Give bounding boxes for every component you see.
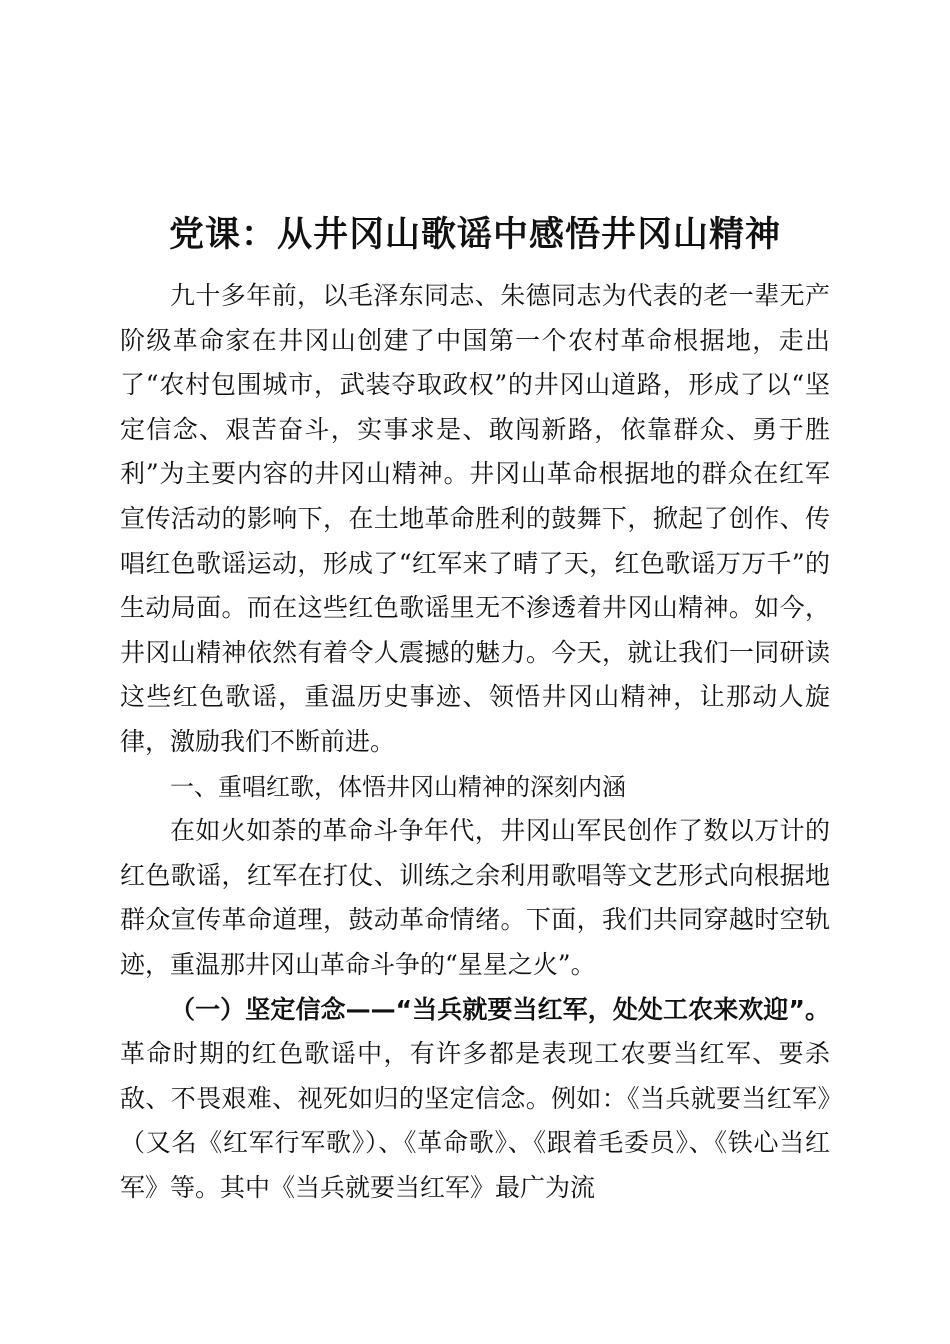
subsection-paragraph — [120, 988, 830, 1211]
subsection-heading: （一）坚定信念——“当兵就要当红军，处处工农来欢迎”。 — [170, 994, 830, 1024]
section-paragraph: 在如火如荼的革命斗争年代，井冈山军民创作了数以万计的红色歌谣，红军在打仗、训练之余利用歌唱等文艺形式向根据地群众宣传革命道理，鼓动革命情绪。下面，我们共同穿越时空轨迹，重温那井冈山革命斗争的“星星之火”。 — [120, 816, 830, 979]
intro-paragraph: 九十多年前，以毛泽东同志、朱德同志为代表的老一辈无产阶级革命家在井冈山创建了中国第一个农村革命根据地，走出了“农村包围城市，武装夺取政权”的井冈山道路，形成了以“坚定信念、艰苦奋斗，实事求是、敢闯新路，依靠群众、勇于胜利”为主要内容的井冈山精神。井冈山革命根据地的群众在红军宣传活动的影响下，在土地革命胜利的鼓舞下，掀起了创作、传唱红色歌谣运动，形成了“红军来了晴了天，红色歌谣万万千”的生动局面。而在这些红色歌谣里无不渗透着井冈山精神。如今，井冈山精神依然有着令人震撼的魅力。今天，就让我们一同研读这些红色歌谣，重温历史事迹、领悟井冈山精神，让那动人旋律，激励我们不断前进。 — [120, 281, 830, 756]
section-heading: 一、重唱红歌，体悟井冈山精神的深刻内涵 — [170, 772, 626, 801]
document-page — [120, 210, 830, 1210]
page-title: 党课：从井冈山歌谣中感悟井冈山精神 — [168, 215, 781, 255]
subsection-body: 革命时期的红色歌谣中，有许多都是表现工农要当红军、要杀敌、不畏艰难、视死如归的坚定信念。例如：《当兵就要当红军》（又名《红军行军歌》）、《革命歌》、《跟着毛委员》、《铁心当红军》等。其中《当兵就要当红军》最广为流 — [120, 1039, 830, 1202]
